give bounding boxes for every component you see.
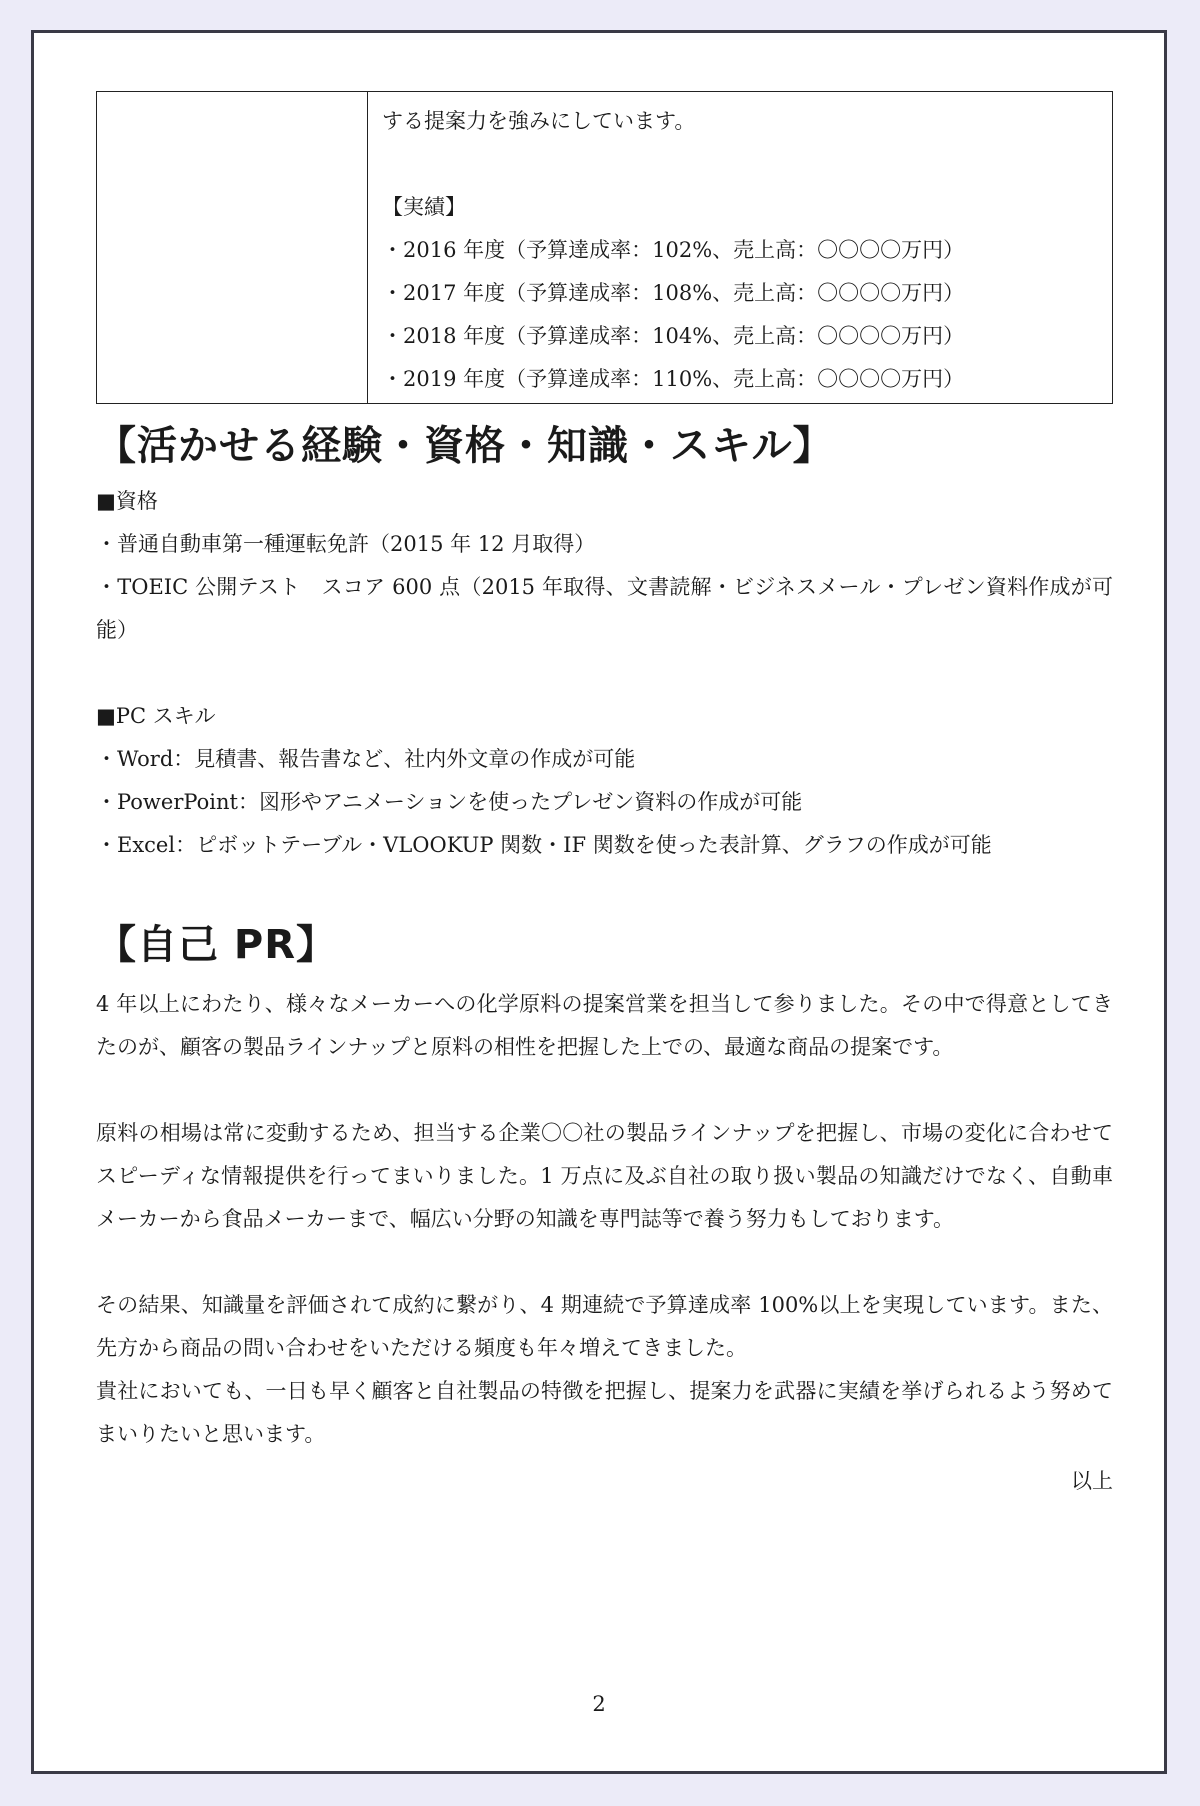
qualification-item: ・TOEIC 公開テスト スコア 600 点（2015 年取得、文書読解・ビジネスメール・プレゼン資料作成が可能）	[96, 575, 1113, 642]
spacer	[96, 652, 1113, 695]
qualifications-heading: ■資格	[96, 489, 158, 513]
pr-section-title: 【自己 PR】	[96, 922, 338, 968]
pc-skill-item: ・Word：見積書、報告書など、社内外文章の作成が可能	[96, 747, 636, 771]
spacer	[96, 1069, 1113, 1112]
skills-section-title: 【活かせる経験・資格・知識・スキル】	[96, 423, 834, 469]
pc-skill-item: ・PowerPoint：図形やアニメーションを使ったプレゼン資料の作成が可能	[96, 790, 803, 814]
results-item: ・2019 年度（予算達成率：110%、売上高：〇〇〇〇万円）	[382, 367, 965, 391]
page-number: 2	[592, 1692, 606, 1716]
page-content	[96, 91, 1113, 1503]
results-item: ・2018 年度（予算達成率：104%、売上高：〇〇〇〇万円）	[382, 324, 965, 348]
pc-skills-heading: ■PC スキル	[96, 704, 216, 728]
qualification-item: ・普通自動車第一種運転免許（2015 年 12 月取得）	[96, 532, 596, 556]
pr-paragraph: その結果、知識量を評価されて成約に繋がり、4 期連続で予算達成率 100%以上を実現しています。また、先方から商品の問い合わせをいただける頻度も年々増えてきました。	[96, 1293, 1113, 1360]
document-page	[31, 30, 1167, 1774]
pc-skill-item: ・Excel：ピボットテーブル・VLOOKUP 関数・IF 関数を使った表計算、グラフの作成が可能	[96, 833, 992, 857]
career-table	[96, 91, 1113, 404]
career-table-right-cell	[368, 92, 1113, 404]
career-table-left-cell	[97, 92, 368, 404]
spacer	[382, 143, 1102, 186]
spacer	[96, 1241, 1113, 1284]
pr-paragraph: 貴社においても、一日も早く顧客と自社製品の特徴を把握し、提案力を武器に実績を挙げられるよう努めてまいりたいと思います。	[96, 1379, 1113, 1446]
career-table-row	[97, 92, 1113, 404]
career-continuation-text: する提案力を強みにしています。	[382, 109, 696, 133]
closing-text: 以上	[1071, 1469, 1113, 1493]
results-heading: 【実績】	[382, 195, 466, 219]
results-item: ・2016 年度（予算達成率：102%、売上高：〇〇〇〇万円）	[382, 238, 965, 262]
results-item: ・2017 年度（予算達成率：108%、売上高：〇〇〇〇万円）	[382, 281, 965, 305]
pr-paragraph: 4 年以上にわたり、様々なメーカーへの化学原料の提案営業を担当して参りました。その中で得意としてきたのが、顧客の製品ラインナップと原料の相性を把握した上での、最適な商品の提案です。	[96, 992, 1113, 1059]
pr-paragraph: 原料の相場は常に変動するため、担当する企業〇〇社の製品ラインナップを把握し、市場の変化に合わせてスピーディな情報提供を行ってまいりました。1 万点に及ぶ自社の取り扱い製品の知識だけでなく、自動車メーカーから食品メーカーまで、幅広い分野の知識を専門誌等で養う努力もしております。	[96, 1121, 1113, 1231]
